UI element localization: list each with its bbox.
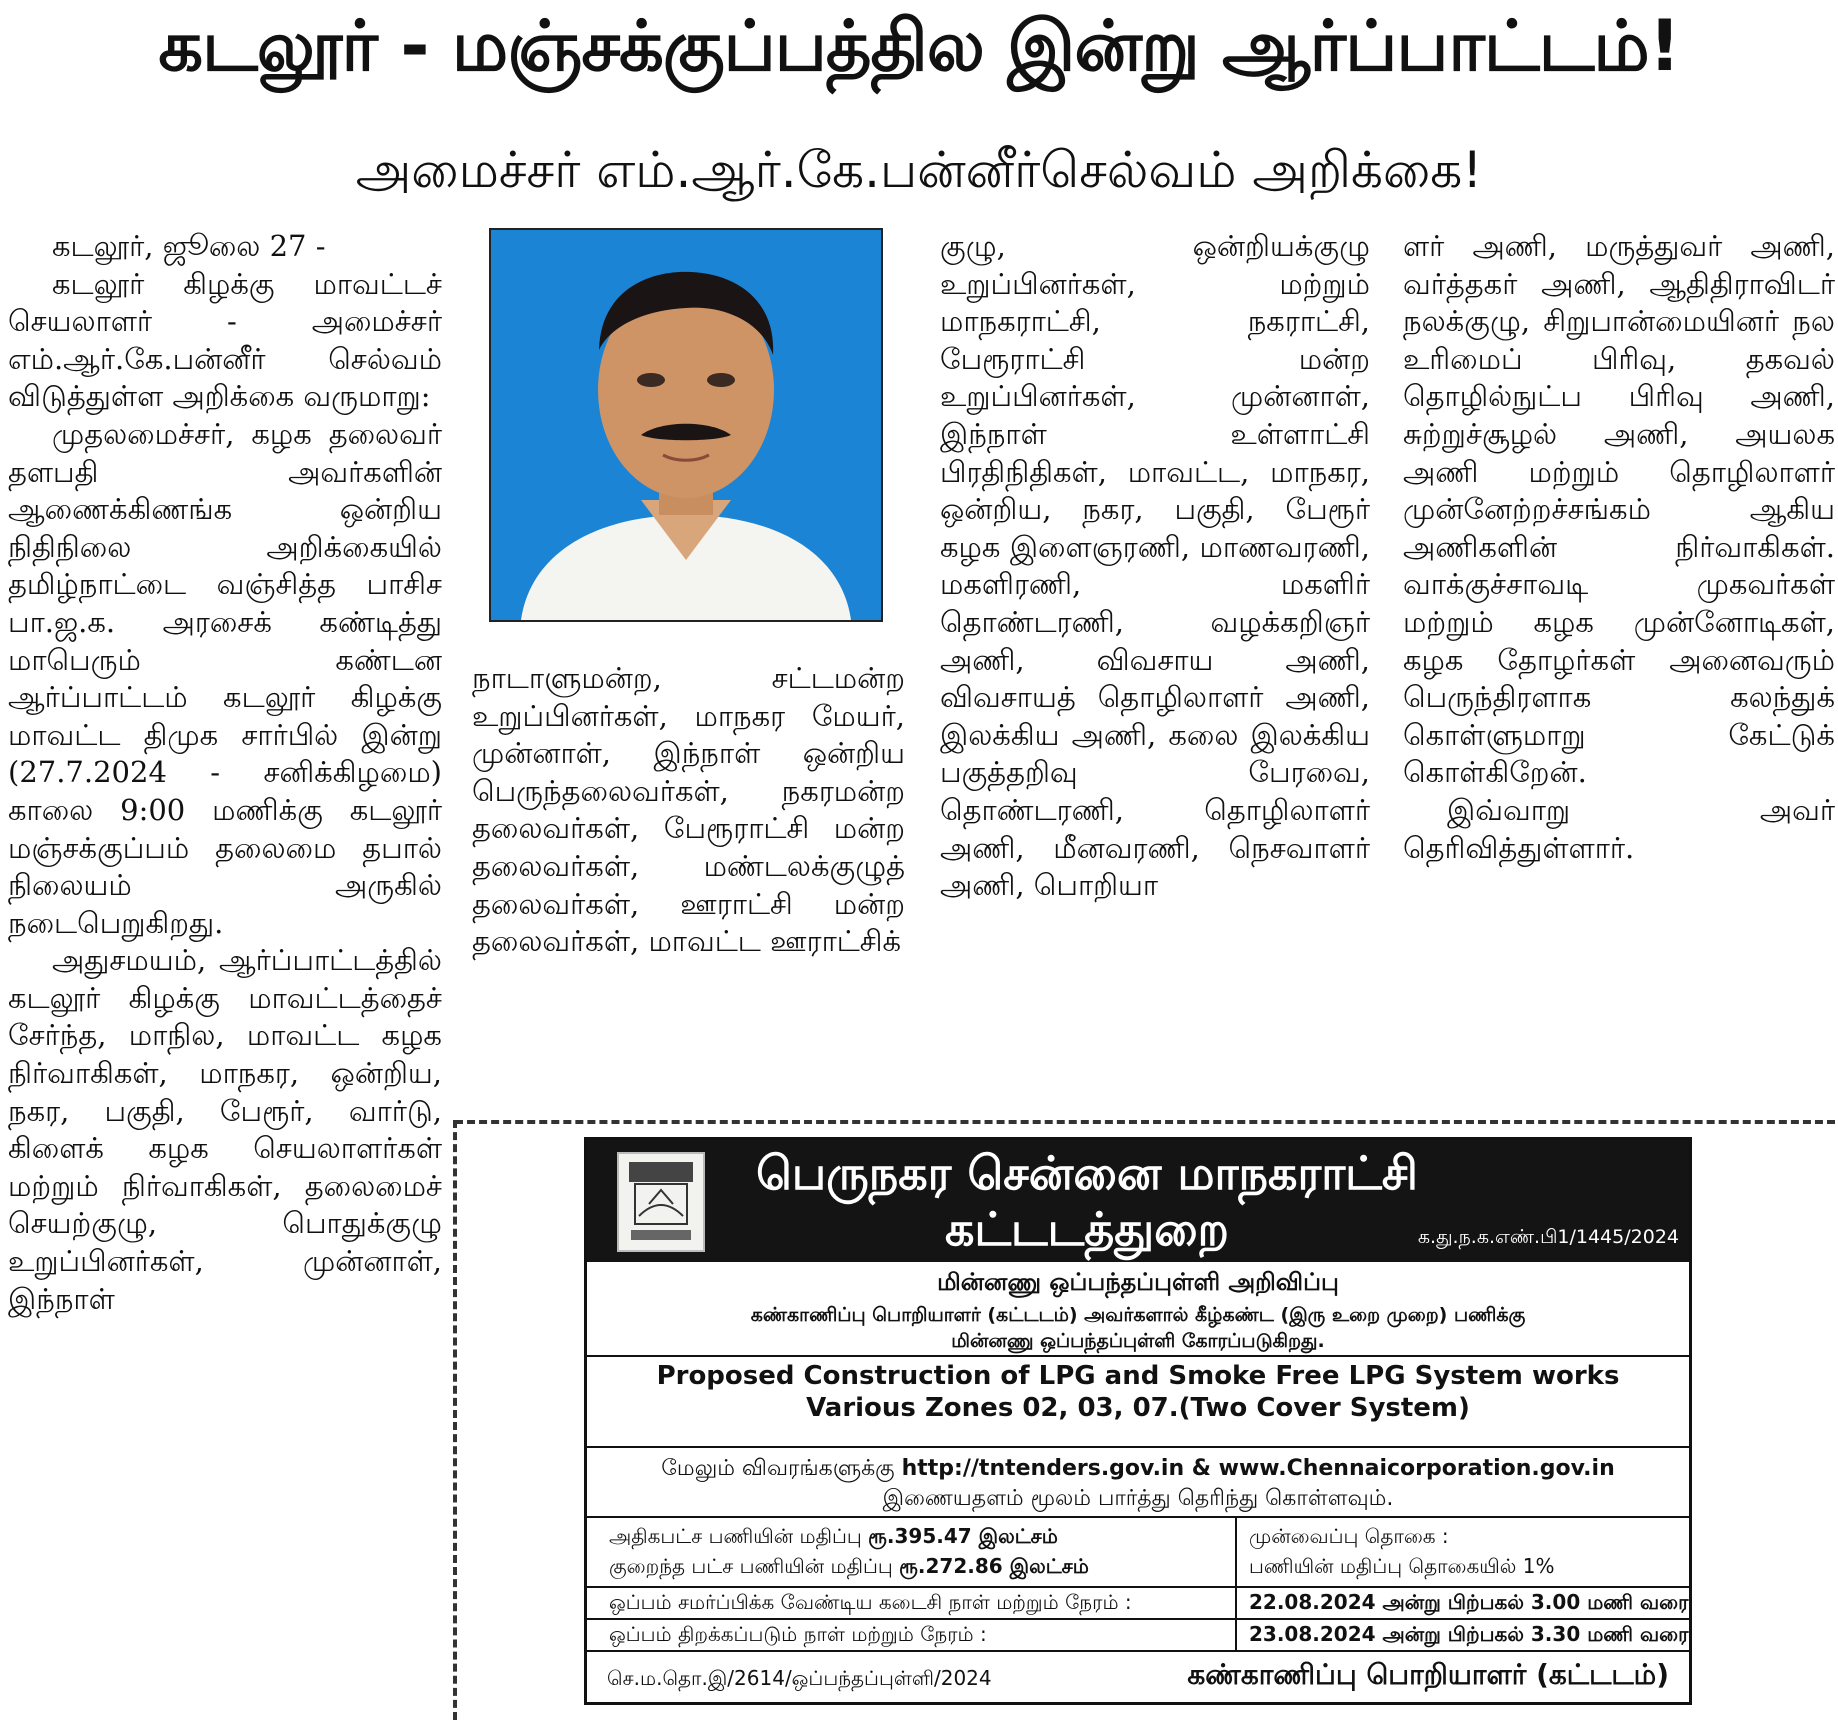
tender-code: செ.ம.தொ.இ/2614/ஒப்பந்தப்புள்ளி/2024 xyxy=(607,1666,992,1690)
paragraph: ளர் அணி, மருத்துவர் அணி, வர்த்தகர் அணி, ஆதிதிராவிடர் நலக்குழு, சிறுபான்மையினர் நல உரிமைப் பிரிவு, தகவல் தொழில்நுட்ப பிரிவு அணி, சுற்றுச்சூழல் அணி, அயலக அணி மற்றும் தொழிலாளர் முன்னேற்றச்சங்கம் ஆகிய அணிகளின் நிர்வாகிகள். வாக்குச்சாவடி முகவர்கள் மற்றும் கழக முன்னோடிகள், கழக தோழர்கள் அனைவரும் பெருந்திரளாக கலந்துக் கொள்ளுமாறு கேட்டுக் கொள்கிறேன். xyxy=(1403,229,1835,790)
subheadline: அமைச்சர் எம்.ஆர்.கே.பன்னீர்செல்வம் அறிக்கை! xyxy=(355,141,1483,199)
min-value-label: குறைந்த பட்ச பணியின் மதிப்பு xyxy=(609,1554,893,1578)
rule xyxy=(587,1355,1689,1357)
rule xyxy=(587,1650,1689,1652)
article-column-2 xyxy=(472,660,905,961)
signatory: கண்காணிப்பு பொறியாளர் (கட்டடம்) xyxy=(1187,1658,1669,1691)
tender-links[interactable]: http://tntenders.gov.in & www.Chennaicorporation.gov.in xyxy=(901,1456,1615,1481)
notice-text xyxy=(587,1302,1689,1354)
more-info xyxy=(587,1454,1689,1514)
more-info-suffix: இணையதளம் மூலம் பார்த்து தெரிந்து கொள்ளவும். xyxy=(882,1486,1394,1511)
paragraph: குழு, ஒன்றியக்குழு உறுப்பினர்கள், மற்றும் மாநகராட்சி, நகராட்சி, பேரூராட்சி மன்ற உறுப்பினர்கள், முன்னாள், இந்நாள் உள்ளாட்சி பிரதிநிதிகள், மாவட்ட, மாநகர, ஒன்றிய, நகர, பகுதி, பேரூர் கழக இளைஞரணி, மாணவரணி, மகளிரணி, மகளிர் தொண்டரணி, வழக்கறிஞர் அணி, விவசாய அணி, விவசாயத் தொழிலாளர் அணி, இலக்கிய அணி, கலை இலக்கிய பகுத்தறிவு பேரவை, தொண்டரணி, தொழிலாளர் அணி, மீனவரணி, நெசவாளர் அணி, பொறியா xyxy=(940,229,1370,903)
paragraph: கடலூர் கிழக்கு மாவட்டச் செயலாளர் - அமைச்சர் எம்.ஆர்.கே.பன்னீர் செல்வம் விடுத்துள்ள அறிக்கை வருமாறு: xyxy=(8,266,442,414)
notice-text-line-1: கண்காணிப்பு பொறியாளர் (கட்டடம்) அவர்களால் கீழ்கண்ட (இரு உறை முறை) பணிக்கு xyxy=(750,1304,1526,1326)
deposit-value: பணியின் மதிப்பு தொகையில் 1% xyxy=(1249,1554,1555,1578)
more-info-prefix: மேலும் விவரங்களுக்கு xyxy=(661,1456,895,1481)
deposit-label: முன்வைப்பு தொகை : xyxy=(1249,1524,1449,1548)
article-column-1 xyxy=(8,228,442,1722)
min-value: ரூ.272.86 இலட்சம் xyxy=(899,1554,1089,1578)
paragraph: நாடாளுமன்ற, சட்டமன்ற உறுப்பினர்கள், மாநகர மேயர், முன்னாள், இந்நாள் ஒன்றிய பெருந்தலைவர்கள், நகரமன்ற தலைவர்கள், பேரூராட்சி மன்ற தலைவர்கள், மண்டலக்குழுத் தலைவர்கள், ஊராட்சி மன்ற தலைவர்கள், மாவட்ட ஊராட்சிக் xyxy=(472,661,905,959)
opening-date-value: 23.08.2024 அன்று பிற்பகல் 3.30 மணி வரை xyxy=(1249,1622,1689,1646)
ad-header xyxy=(587,1140,1689,1262)
closing-line: இவ்வாறு அவர் தெரிவித்துள்ளார். xyxy=(1403,792,1835,865)
portrait-illustration xyxy=(491,230,881,620)
ad-department: கட்டடத்துறை xyxy=(945,1202,1229,1256)
headline: கடலூர் - மஞ்சக்குப்பத்தில இன்று ஆர்ப்பாட்டம்! xyxy=(158,5,1680,87)
paragraph: முதலமைச்சர், கழக தலைவர் தளபதி அவர்களின் ஆணைக்கிணங்க ஒன்றிய நிதிநிலை அறிக்கையில் தமிழ்நாட்டை வஞ்சித்த பாசிச பா.ஜ.க. அரசைக் கண்டித்து மாபெரும் கண்டன ஆர்ப்பாட்டம் கடலூர் கிழக்கு மாவட்ட திமுக சார்பில் இன்று (27.7.2024 - சனிக்கிழமை) காலை 9:00 மணிக்கு கடலூர் மஞ்சக்குப்பம் தலைமை தபால் நிலையம் அருகில் நடைபெறுகிறது. xyxy=(8,416,442,940)
notice-title: மின்னணு ஒப்பந்தப்புள்ளி அறிவிப்பு xyxy=(937,1268,1339,1296)
tender-advertisement xyxy=(584,1137,1692,1705)
rule xyxy=(587,1446,1689,1448)
max-value: ரூ.395.47 இலட்சம் xyxy=(868,1524,1058,1548)
reference-number: க.து.ந.க.எண்.பி1/1445/2024 xyxy=(1417,1226,1679,1248)
work-title: Proposed Construction of LPG and Smoke Free LPG System works Various Zones 02, 03, 07.(Two Cover System) xyxy=(656,1361,1620,1423)
max-value-label: அதிகபட்ச பணியின் மதிப்பு xyxy=(609,1524,862,1548)
table-divider xyxy=(1235,1516,1237,1650)
rule xyxy=(587,1516,1689,1518)
notice-text-line-2: மின்னணு ஒப்பந்தப்புள்ளி கோரப்படுகிறது. xyxy=(951,1330,1325,1352)
article-column-4 xyxy=(1403,228,1835,867)
corporation-seal-icon xyxy=(617,1152,705,1252)
paragraph: அதுசமயம், ஆர்ப்பாட்டத்தில் கடலூர் கிழக்கு மாவட்டத்தைச் சேர்ந்த, மாநில, மாவட்ட கழக நிர்வாகிகள், மாநகர, ஒன்றிய, நகர, பகுதி, பேரூர், வார்டு, கிளைக் கழக செயலாளர்கள் மற்றும் நிர்வாகிகள், தலைமைச் செயற்குழு, பொதுக்குழு உறுப்பினர்கள், முன்னாள், இந்நாள் xyxy=(8,943,442,1316)
ad-title: பெருநகர சென்னை மாநகராட்சி xyxy=(756,1146,1418,1200)
article-column-3 xyxy=(940,228,1370,905)
opening-date-label: ஒப்பம் திறக்கப்படும் நாள் மற்றும் நேரம் : xyxy=(609,1622,987,1646)
minister-photo xyxy=(489,228,883,622)
ad-divider-vertical xyxy=(453,1120,457,1720)
submit-deadline-label: ஒப்பம் சமர்ப்பிக்க வேண்டிய கடைசி நாள் மற்றும் நேரம் : xyxy=(609,1590,1132,1614)
min-value-row xyxy=(609,1552,1089,1580)
submit-deadline-value: 22.08.2024 அன்று பிற்பகல் 3.00 மணி வரை xyxy=(1249,1590,1689,1614)
dateline: கடலூர், ஜூலை 27 - xyxy=(52,229,326,263)
max-value-row xyxy=(609,1522,1058,1550)
ad-divider-horizontal xyxy=(455,1120,1835,1124)
